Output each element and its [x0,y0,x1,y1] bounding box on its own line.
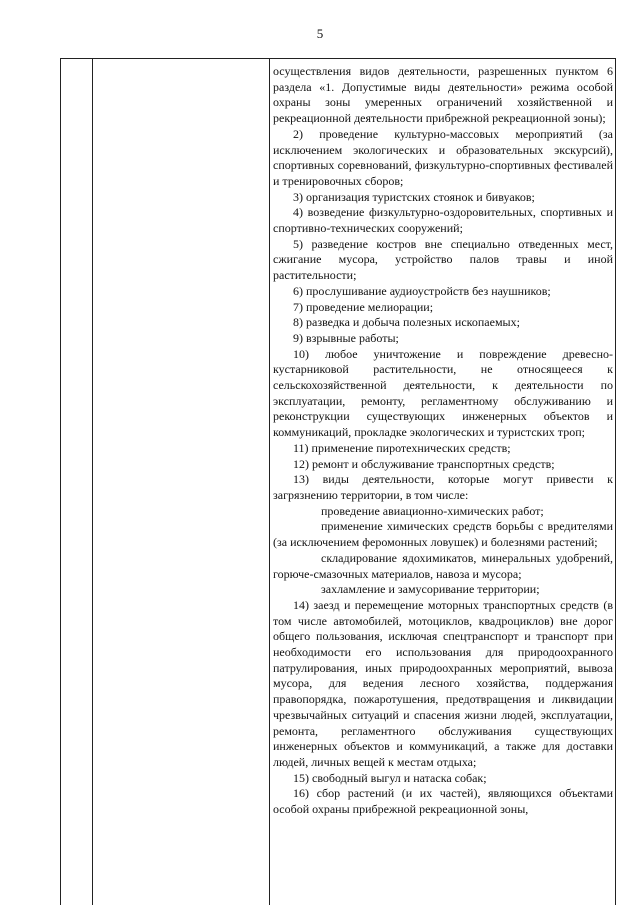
sub-list-item: захламление и замусоривание территории; [321,582,540,597]
list-item: 5) разведение костров вне специально отведенных мест, сжигание мусора, устройство палов травы и иной растительности; [273,236,613,283]
list-item: 11) применение пиротехнических средств; [293,440,511,455]
list-item: 14) заезд и перемещение моторных транспортных средств (в том числе автомобилей, мотоциклов, квадроциклов) вне дорог общего пользования, исключая спецтранспорт и транспорт при необходимости его использования для природоохранного патрулирования, иных природоохранных мероприятий, вывоза мусора, для ведения лесного хозяйства, поддержания правопорядка, пожаротушения, предотвращения и ликвидации чрезвычайных ситуаций и спасения жизни людей, эксплуатации, ремонта, регламентного обслуживания существующих инженерных объектов и коммуникаций, а также для доставки людей, личных вещей к местам отдыха; [273,597,613,769]
list-item: 8) разведка и добыча полезных ископаемых; [293,315,520,330]
list-item: 3) организация туристских стоянок и бивуаков; [293,189,535,204]
list-item: 13) виды деятельности, которые могут привести к загрязнению территории, в том числе: [273,472,613,502]
sub-list-item: применение химических средств борьбы с вредителями (за исключением феромонных ловушек) и болезнями растений; [273,519,613,550]
list-item: 7) проведение мелиорации; [293,299,434,314]
paragraph: осуществления видов деятельности, разрешенных пунктом 6 раздела «1. Допустимые виды деятельности» режима особой охраны зоны умеренных ограничений хозяйственной и рекреационной деятельности прибрежной рекреационной зоны); [273,64,613,126]
list-item: 9) взрывные работы; [293,330,399,345]
page-number: 5 [316,26,324,41]
list-item: 4) возведение физкультурно-оздоровительных, спортивных и спортивно-технических сооружений; [273,205,613,236]
list-item: 15) свободный выгул и натаска собак; [293,770,487,785]
sub-list-item: складирование ядохимикатов, минеральных удобрений, горюче-смазочных материалов, навоза и мусора; [273,550,613,581]
list-item: 2) проведение культурно-массовых мероприятий (за исключением экологических и образовательных экскурсий), спортивных соревнований, физкультурно-спортивных фестивалей и тренировочных сборов; [273,126,613,188]
list-item: 12) ремонт и обслуживание транспортных средств; [293,456,555,471]
list-item: 16) сбор растений (и их частей), являющихся объектами особой охраны прибрежной рекреационной зоны, [273,786,613,817]
sub-list-item: проведение авиационно-химических работ; [321,503,544,518]
list-item: 10) любое уничтожение и повреждение древесно-кустарниковой растительности, не относящееся к сельскохозяйственной деятельности, к деятельности по эксплуатации, ремонту, регламентному обслуживанию и реконструкции существующих инженерных объектов и коммуникаций, прокладке экологических и туристских троп; [273,346,613,440]
list-item: 6) прослушивание аудиоустройств без наушников; [293,283,551,298]
restrictions-text-cell [273,64,613,818]
table-column-divider [269,59,270,905]
document-table [60,58,616,905]
table-column-divider [92,59,93,905]
